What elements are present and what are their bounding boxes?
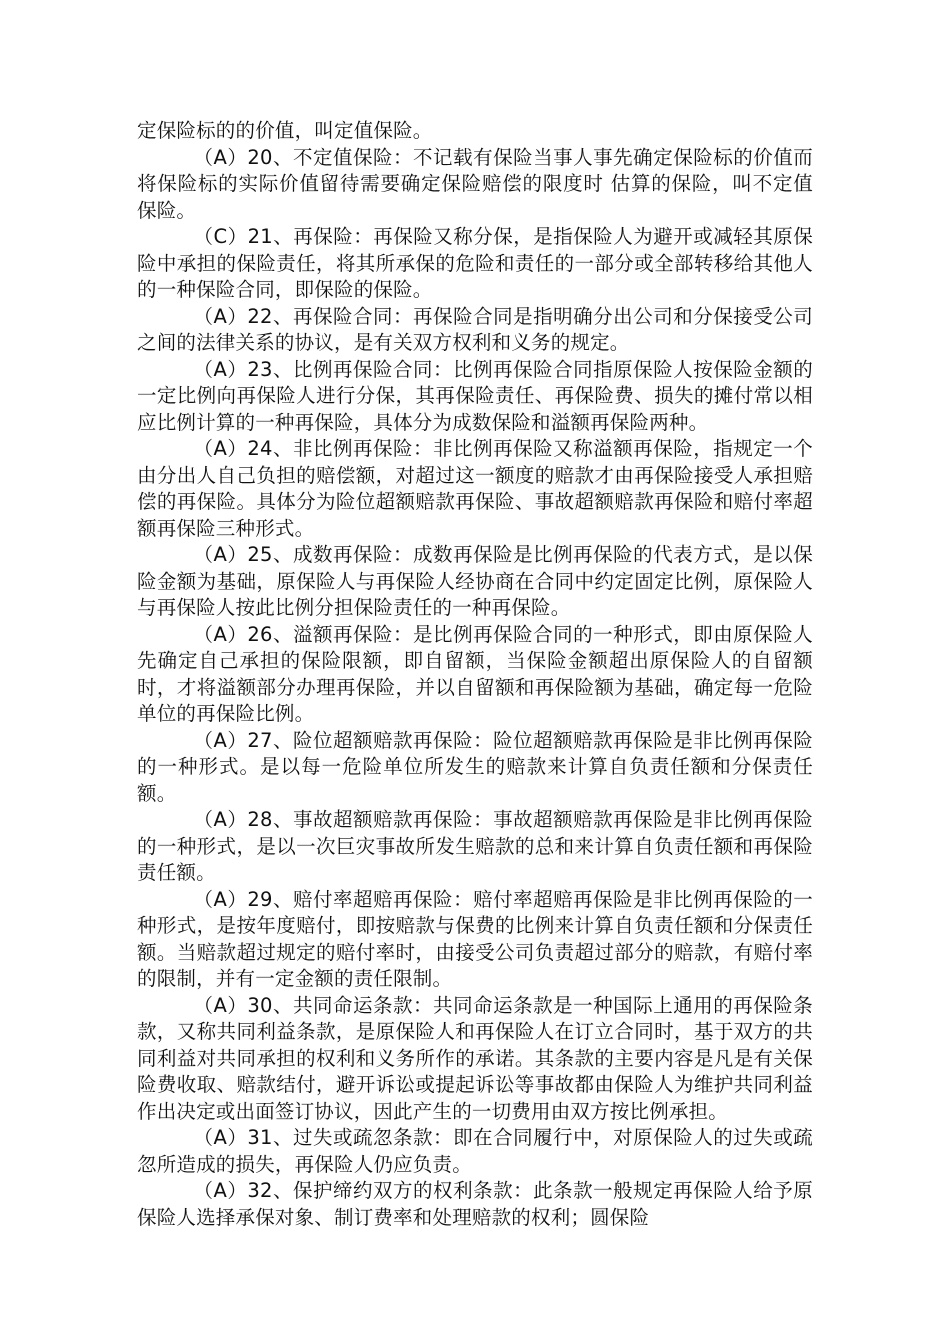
paragraph-13: （A）32、保护缔约双方的权利条款：此条款一般规定再保险人给予原保险人选择承保对象、制订费率和处理赔款的权利；圆保险	[137, 1179, 813, 1229]
paragraph-3: （A）22、再保险合同：再保险合同是指明确分出公司和分保接受公司之间的法律关系的协议，是有关双方权利和义务的规定。	[137, 304, 813, 354]
paragraph-12: （A）31、过失或疏忽条款：即在合同履行中，对原保险人的过失或疏忽所造成的损失，再保险人仍应负责。	[137, 1126, 813, 1176]
paragraph-8: （A）27、险位超额赔款再保险：险位超额赔款再保险是非比例再保险的一种形式。是以每一危险单位所发生的赔款来计算自负责任额和分保责任额。	[137, 728, 813, 805]
paragraph-1: （A）20、不定值保险：不记载有保险当事人事先确定保险标的价值而将保险标的实际价值留待需要确定保险赔偿的限度时 估算的保险，叫不定值保险。	[137, 145, 813, 222]
paragraph-4: （A）23、比例再保险合同：比例再保险合同指原保险人按保险金额的一定比例向再保险人进行分保，其再保险责任、再保险费、损失的摊付常以相应比例计算的一种再保险，具体分为成数保险和溢额再保险两种。	[137, 357, 813, 434]
paragraph-7: （A）26、溢额再保险：是比例再保险合同的一种形式，即由原保险人先确定自己承担的保险限额，即自留额，当保险金额超出原保险人的自留额时，才将溢额部分办理再保险，并以自留额和再保险额为基础，确定每一危险单位的再保险比例。	[137, 622, 813, 725]
paragraph-9: （A）28、事故超额赔款再保险：事故超额赔款再保险是非比例再保险的一种形式，是以一次巨灾事故所发生赔款的总和来计算自负责任额和再保险责任额。	[137, 808, 813, 884]
paragraph-10: （A）29、赔付率超赔再保险：赔付率超赔再保险是非比例再保险的一种形式，是按年度赔付，即按赔款与保费的比例来计算自负责任额和分保责任额。当赔款超过规定的赔付率时，由接受公司负责超过部分的赔款，有赔付率的限制，并有一定金额的责任限制。	[137, 887, 813, 990]
paragraph-6: （A）25、成数再保险：成数再保险是比例再保险的代表方式，是以保险金额为基础，原保险人与再保险人经协商在合同中约定固定比例，原保险人与再保险人按此比例分担保险责任的一种再保险。	[137, 543, 813, 619]
paragraph-0: 定保险标的的价值，叫定值保险。	[137, 119, 433, 142]
paragraph-5: （A）24、非比例再保险：非比例再保险又称溢额再保险，指规定一个由分出人自己负担的赔偿额，对超过这一额度的赔款才由再保险接受人承担赔偿的再保险。具体分为险位超额赔款再保险、事故超额赔款再保险和赔付率超额再保险三种形式。	[137, 437, 813, 540]
document-body	[137, 118, 813, 1231]
paragraph-11: （A）30、共同命运条款：共同命运条款是一种国际上通用的再保险条款，又称共同利益条款，是原保险人和再保险人在订立合同时，基于双方的共同利益对共同承担的权利和义务所作的承诺。其条款的主要内容是凡是有关保险费收取、赔款结付，避开诉讼或提起诉讼等事故都由保险人为维护共同利益作出决定或出面签订协议，因此产生的一切费用由双方按比例承担。	[137, 993, 813, 1123]
paragraph-2: （C）21、再保险：再保险又称分保，是指保险人为避开或减轻其原保险中承担的保险责任，将其所承保的危险和责任的一部分或全部转移给其他人的一种保险合同，即保险的保险。	[137, 225, 813, 301]
